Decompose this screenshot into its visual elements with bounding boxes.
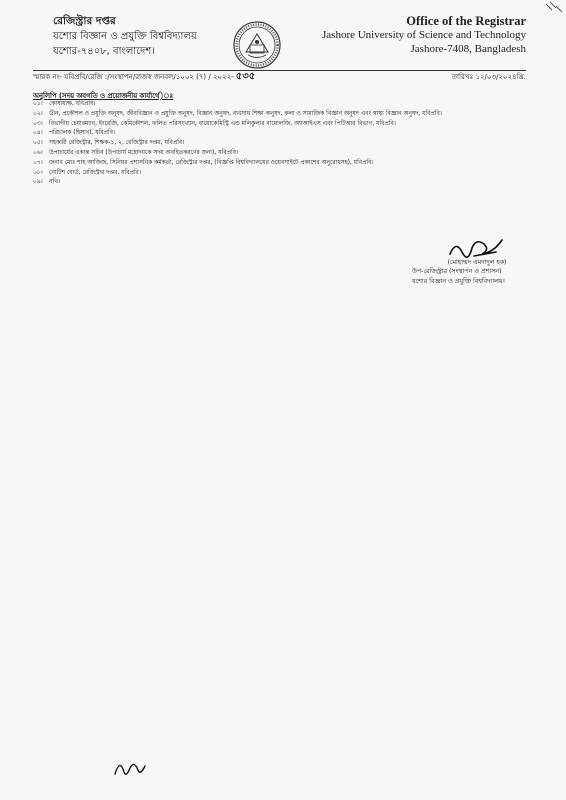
memo-reference-text: স্মারক নং- যবিপ্রবি/রেজি :/সংস্থাপন/রাজস্ব জনবল/১০০২ (৭) / ২০২২- bbox=[33, 73, 234, 81]
list-item: ০৬। উপাচার্যের একান্ত সচিব (উপাচার্য মহোদয়কে সদয় অবহিতকরণের জন্য), যবিপ্রবি। bbox=[33, 149, 238, 156]
office-name-en: Office of the Registrar bbox=[406, 14, 526, 28]
signatory-institution: যশোর বিজ্ঞান ও প্রযুক্তি বিশ্ববিদ্যালয়। bbox=[412, 277, 505, 285]
handwritten-signature bbox=[446, 230, 506, 260]
university-name-en: Jashore University of Science and Technology bbox=[322, 29, 526, 41]
list-item: ০৮। নোটিশ বোর্ড, রেজিস্ট্রার দপ্তর, যবিপ্রবি। bbox=[33, 169, 141, 176]
header-english bbox=[306, 14, 526, 56]
header-bangla bbox=[53, 14, 243, 59]
memo-number-handwritten: ৫৩৫ bbox=[235, 71, 256, 82]
list-item: ০৯। নথি। bbox=[33, 179, 61, 186]
memo-date: তারিখঃ ১২/০৩/২০২৪খ্রি. bbox=[451, 73, 526, 81]
list-item: ০২। ডীন, প্রকৌশল ও প্রযুক্তি অনুষদ, জীববিজ্ঞান ও প্রযুক্তি অনুষদ, বিজ্ঞান অনুষদ, ব্যবসায় শিক্ষা অনুষদ, কলা ও সামাজিক বিজ্ঞান অনুষদ এবং স্বাস্থ্য বিজ্ঞান অনুষদ, যবিপ্রবি। bbox=[33, 110, 442, 117]
list-item: ০৫। সহকারী রেজিস্ট্রার, শিক্ষক-১, ২, রেজিস্ট্রার দপ্তর, যবিপ্রবি। bbox=[33, 140, 185, 147]
list-item: ০৩। বিভাগীয় চেয়ারম্যান, ইংরেজি, কেমিকৌশল, ফলিত পরিসংখ্যান, বায়োকেমিস্ট্রি এন্ড মলিকুলার বায়োলজি, অ্যাআইএস এবং পিটিআর বিভাগ, যবিপ্রবি। bbox=[33, 120, 396, 127]
signatory-name: (মোহাম্মদ এমদাদুল হক) bbox=[447, 259, 507, 266]
office-name-bn: রেজিস্ট্রার দপ্তর bbox=[53, 15, 116, 27]
university-seal-logo bbox=[232, 20, 282, 70]
address-bn: যশোর-৭৪০৮, বাংলাদেশ। bbox=[53, 46, 155, 57]
header-divider bbox=[33, 70, 526, 71]
corner-ink-mark bbox=[544, 0, 566, 18]
list-item: ০৭। জনাব মোঃ শাহ আজিজ, সিনিয়র প্রশাসনিক কর্মকর্তা, রেজিস্ট্রার দপ্তর, (বিজ্ঞপ্তি বিশ্ববিদ্যালয়ের ওয়েবসাইটে প্রকাশের অনুরোধসহ), যবিপ্রবি। bbox=[33, 159, 374, 166]
signatory-designation: উপ-রেজিস্ট্রার (সংস্থাপন ও প্রশাসন) bbox=[412, 268, 502, 276]
university-name-bn: যশোর বিজ্ঞান ও প্রযুক্তি বিশ্ববিদ্যালয় bbox=[53, 31, 197, 42]
handwritten-initials bbox=[112, 752, 148, 780]
memo-reference bbox=[33, 72, 255, 82]
cc-title: অনুলিপি (সদয় অবগতি ও প্রয়োজনীয় কার্যার্থে)ঃ bbox=[33, 92, 174, 100]
list-item: ০১। কোষাধ্যক্ষ, যবিপ্রবি। bbox=[33, 101, 96, 107]
address-en: Jashore-7408, Bangladesh bbox=[410, 43, 526, 55]
signature-block bbox=[412, 258, 536, 286]
list-item: ০৪। পরিচালক (হিসাব), যবিপ্রবি। bbox=[33, 130, 116, 137]
cc-list bbox=[33, 100, 528, 188]
